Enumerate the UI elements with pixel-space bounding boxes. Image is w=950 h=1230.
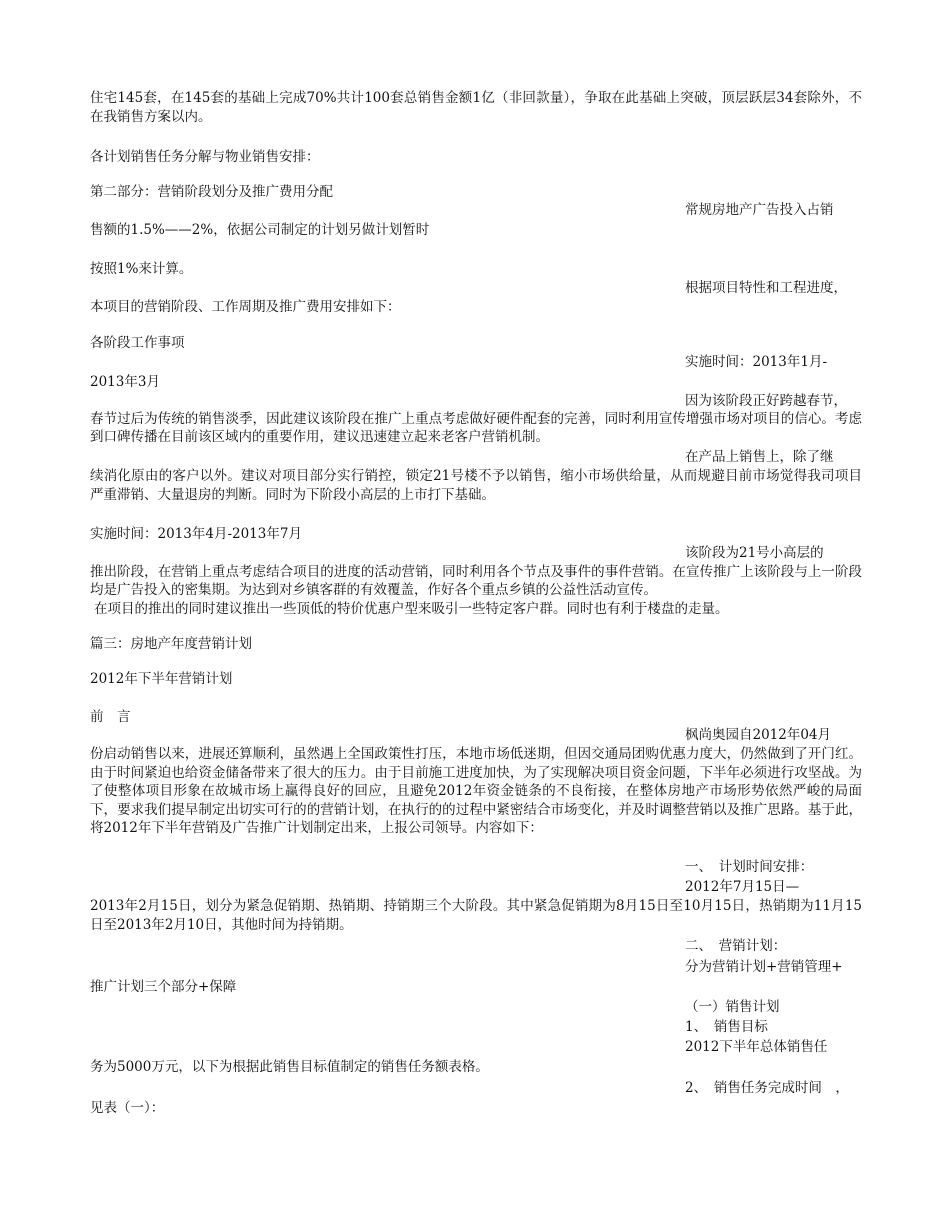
sales-target-desc: 务为5000万元，以下为根据此销售目标值制定的销售任务额表格。 — [90, 1059, 489, 1075]
stage1-product-start: 在产品上销售上，除了继 — [685, 449, 834, 465]
sales-target-start: 2012下半年总体销售任 — [685, 1039, 828, 1055]
heading-stage-tasks: 各阶段工作事项 — [90, 335, 185, 351]
stage2-time: 实施时间：2013年4月-2013年7月 — [90, 526, 302, 542]
heading-2012-plan: 2012年下半年营销计划 — [90, 671, 233, 687]
sales-target-heading: 1、 销售目标 — [685, 1019, 768, 1035]
preface-body: 份启动销售以来，进展还算顺利，虽然遇上全国政策性打压，本地市场低迷期，但因交通局团购优惠力度大，仍然做到了开门红。由于时间紧迫也给资金储备带来了很大的压力。由于目前施工进度加快，为了实现解决项目资金问题，下半年必须进行攻坚战。为了使整体项目形象在故城市场上赢得良好的回应，且避免2012年资金链条的不良衔接，在整体房地产市场形势依然严峻的局面下，要求我们提早制定出切实可行的的营销计划，在执行的的过程中紧密结合市场变化，并及时调整营销以及推广思路。基于此，将2012年下半年营销及广告推广计划制定出来，上报公司领导。内容如下： — [90, 746, 862, 836]
stage1-desc-start: 因为该阶段正好跨越春节， — [685, 393, 847, 409]
plan-time-desc: 2013年2月15日，划分为紧急促销期、热销期、持销期三个大阶段。其中紧急促销期为8月15日至10月15日，热销期为11月15日至2013年2月10日，其他时间为持销期。 — [90, 898, 862, 933]
paragraph-task-breakdown: 各计划销售任务分解与物业销售安排： — [90, 149, 320, 165]
table-reference: 见表（一）： — [90, 1100, 165, 1116]
stage1-desc: 春节过后为传统的销售淡季，因此建议该阶段在推广上重点考虑做好硬件配套的完善，同时利用宣传增强市场对项目的信心。考虑到口碑传播在目前该区域内的重要作用，建议迅速建立起来老客户营销机制。 — [90, 411, 862, 445]
heading-chapter-three: 篇三：房地产年度营销计划 — [90, 636, 252, 652]
plan-parts-start: 分为营销计划+营销管理+ — [685, 959, 843, 975]
preface-start: 枫尚奥园自2012年04月 — [685, 727, 832, 743]
stage1-time-start: 实施时间：2013年1月- — [685, 354, 828, 370]
section-heading-part-two: 第二部分：营销阶段划分及推广费用分配 — [90, 184, 333, 200]
plan-item-one: 一、 计划时间安排： — [685, 859, 814, 875]
sales-plan-heading: （一）销售计划 — [685, 999, 780, 1015]
plan-item-two: 二、 营销计划： — [685, 938, 787, 954]
paragraph-stage-intro: 本项目的营销阶段、工作周期及推广费用安排如下： — [90, 299, 401, 315]
stage1-time-end: 2013年3月 — [90, 374, 160, 390]
paragraph-stage-intro-start: 根据项目特性和工程进度， — [685, 280, 847, 296]
stage2-desc: 推出阶段，在营销上重点考虑结合项目的进度的活动营销，同时利用各个节点及事件的事件营销。在宣传推广上该阶段与上一阶段均是广告投入的密集期。为达到对乡镇客群的有效覆盖，作好各个重点乡镇的公益性活动宣传。 — [90, 564, 862, 598]
stage1-product-desc: 续消化原由的客户以外。建议对项目部分实行销控，锁定21号楼不予以销售，缩小市场供给量，从而规避目前市场觉得我司项目严重滞销、大量退房的判断。同时为下阶段小高层的上市打下基础。 — [90, 468, 862, 503]
paragraph-ad-budget-start: 常规房地产广告投入占销 — [685, 202, 834, 218]
sales-time-heading: 2、 销售任务完成时间 ， — [685, 1080, 849, 1096]
plan-time-start: 2012年7月15日— — [685, 879, 800, 895]
heading-preface: 前 言 — [90, 709, 131, 725]
stage2-desc-start: 该阶段为21号小高层的 — [685, 545, 824, 561]
stage2-desc-extra: 在项目的推出的同时建议推出一些顶低的特价优惠户型来吸引一些特定客户群。同时也有利于楼盘的走量。 — [94, 601, 729, 617]
plan-parts-end: 推广计划三个部分+保障 — [90, 979, 237, 995]
paragraph-sales-target: 住宅145套，在145套的基础上完成70%共计100套总销售金额1亿（非回款量），争取在此基础上突破，顶层跃层34套除外，不在我销售方案以内。 — [90, 90, 862, 125]
paragraph-ad-budget-cont: 售额的1.5%——2%，依据公司制定的计划另做计划暂时 — [90, 222, 430, 238]
paragraph-ad-budget-end: 按照1%来计算。 — [90, 261, 193, 277]
